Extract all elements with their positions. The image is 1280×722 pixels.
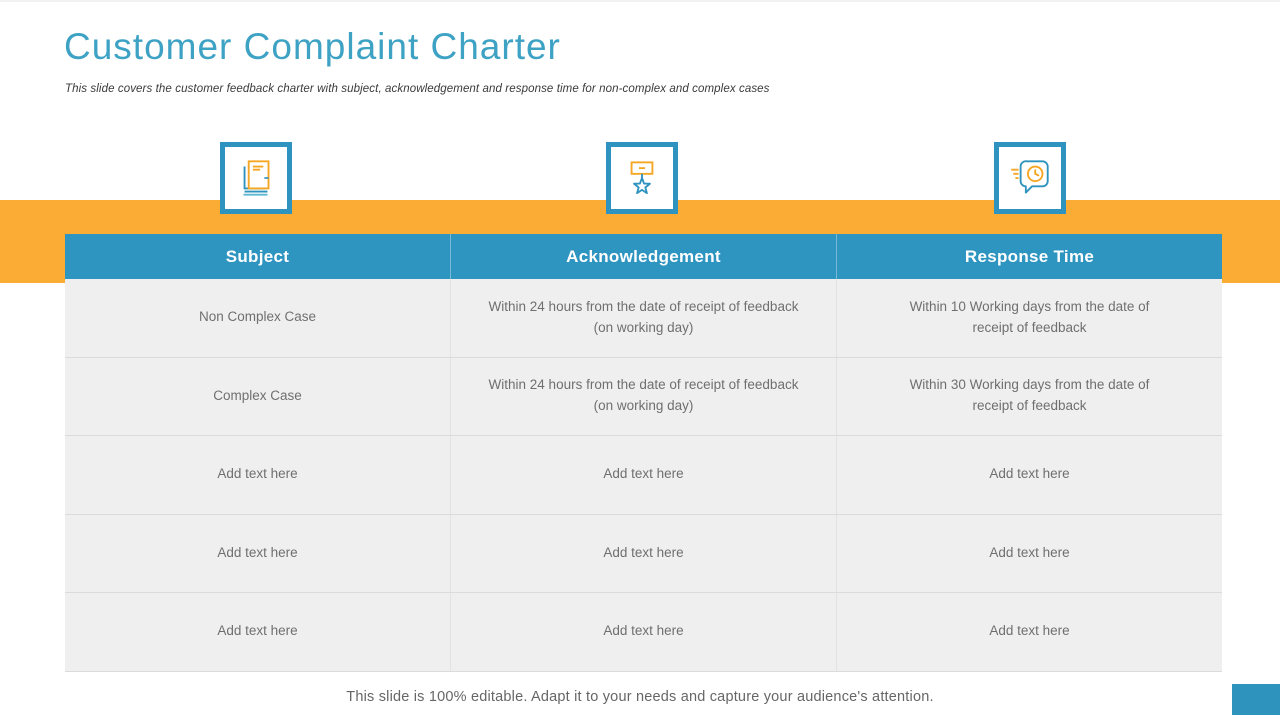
cell-subject[interactable]: [65, 358, 450, 436]
cell-text: Add text here: [217, 466, 298, 482]
cell-response-time[interactable]: [836, 358, 1222, 436]
cell-text: Add text here: [989, 466, 1070, 482]
table-row: [65, 436, 1222, 515]
cell-text: Non Complex Case: [198, 309, 317, 325]
cell-text: Within 10 Working days from the date of receipt of feedback: [909, 298, 1150, 335]
table-row: [65, 515, 1222, 594]
medal-award-icon: [606, 142, 678, 214]
table-header-acknowledgement: Acknowledgement: [450, 234, 836, 279]
corner-accent: [1232, 684, 1280, 715]
cell-response-time[interactable]: [836, 515, 1222, 593]
medal-award-icon-svg: [617, 153, 667, 203]
cell-text: Add text here: [989, 623, 1070, 639]
cell-acknowledgement[interactable]: [450, 593, 836, 671]
cell-response-time[interactable]: [836, 593, 1222, 671]
cell-text: Add text here: [989, 544, 1070, 560]
table-header-row: [65, 234, 1222, 279]
cell-subject[interactable]: [65, 279, 450, 357]
cell-text: Add text here: [603, 544, 684, 560]
cell-text: Add text here: [603, 466, 684, 482]
cell-acknowledgement[interactable]: [450, 515, 836, 593]
cell-subject[interactable]: [65, 593, 450, 671]
table-row: [65, 279, 1222, 358]
table-header-subject: Subject: [225, 246, 290, 266]
cell-text: Complex Case: [213, 387, 302, 403]
cell-subject[interactable]: [65, 515, 450, 593]
cell-acknowledgement[interactable]: [450, 436, 836, 514]
documents-stack-icon-svg: [231, 153, 281, 203]
documents-stack-icon: [220, 142, 292, 214]
cell-acknowledgement[interactable]: [450, 279, 836, 357]
chat-clock-icon: [994, 142, 1066, 214]
cell-acknowledgement[interactable]: [450, 358, 836, 436]
page-title: Customer Complaint Charter: [64, 26, 561, 67]
cell-response-time[interactable]: [836, 436, 1222, 514]
slide-subtitle: This slide covers the customer feedback charter with subject, acknowledgement and response time for non-complex and complex cases: [65, 83, 770, 95]
table-row: [65, 358, 1222, 437]
cell-text: Add text here: [217, 544, 298, 560]
cell-text: Add text here: [603, 623, 684, 639]
table-header-response-time: Response Time: [836, 234, 1222, 279]
chat-clock-icon-svg: [1005, 153, 1055, 203]
table-row: [65, 593, 1222, 672]
cell-text: Within 24 hours from the date of receipt of feedback (on working day): [488, 377, 799, 414]
cell-response-time[interactable]: [836, 279, 1222, 357]
cell-text: Within 24 hours from the date of receipt of feedback (on working day): [488, 298, 799, 335]
cell-subject[interactable]: [65, 436, 450, 514]
footer-note: This slide is 100% editable. Adapt it to your needs and capture your audience's attention.: [346, 689, 934, 705]
charter-table: [65, 234, 1222, 672]
cell-text: Within 30 Working days from the date of receipt of feedback: [909, 377, 1150, 414]
cell-text: Add text here: [217, 623, 298, 639]
